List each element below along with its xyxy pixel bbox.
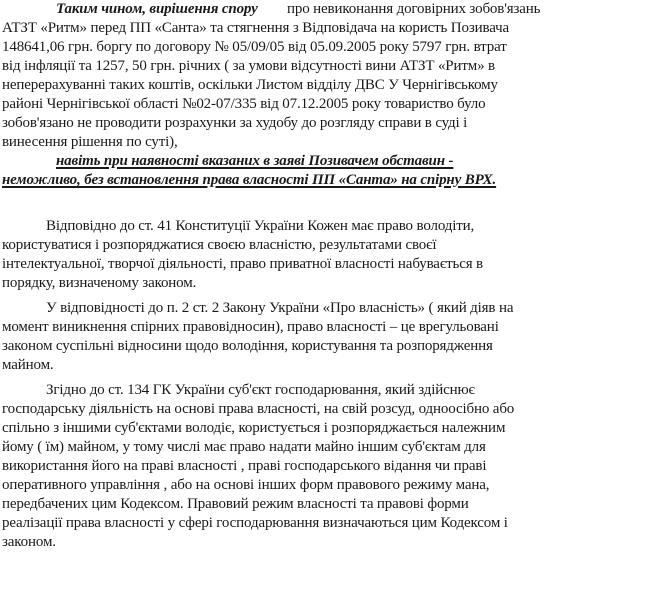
text-line: неперерахуванні таких коштів, оскільки Листом відділу ДВС У Чернігівському	[2, 77, 498, 93]
text-line: користуватися і розпоряджатися своєю власністю, результатами своєї	[2, 237, 437, 253]
text-line: законом суспільні відносини щодо володіння, користування та розпорядження	[2, 338, 493, 354]
text-line: момент виникнення спірних правовідносин), право власності – це врегульовані	[2, 319, 499, 335]
text-line: реалізації права власності у сфері господарювання визначаються цим Кодексом і	[2, 515, 508, 531]
text-line: інтелектуальної, творчої діяльності, право приватної власності набувається в	[2, 256, 483, 272]
text-line: передбачених цим Кодексом. Правовий режим власності та правові форми	[2, 496, 469, 512]
text-line: винесення рішення по суті),	[2, 134, 178, 150]
text-line: про невиконання договірних зобов'язань	[287, 1, 541, 17]
text-line: Згідно до ст. 134 ГК України суб'єкт господарювання, який здійснює	[46, 382, 475, 398]
text-line: використання його на праві власності , праві господарського відання чи праві	[2, 458, 487, 474]
text-line: йому ( їм) майном, у тому числі має право надати майно іншим суб'єктам для	[2, 439, 486, 455]
text-line: від інфляції та 1257, 50 грн. річних ( за умови відсутності вини АТЗТ «Ритм» в	[2, 58, 495, 74]
text-line: АТЗТ «Ритм» перед ПП «Санта» та стягнення з Відповідача на користь Позивача	[2, 20, 510, 36]
text-line: господарську діяльність на основі права власності, на свій розсуд, одноосібно або	[2, 401, 515, 417]
text-line: навіть при наявності вказаних в заяві Позивачем обставин -	[56, 153, 454, 169]
text-line: оперативного управління , або на основі інших форм правового режиму мана,	[2, 477, 490, 493]
text-line: законом.	[2, 534, 56, 550]
text-line: 148641,06 грн. боргу по договору № 05/09/05 від 05.09.2005 року 5797 грн. втрат	[2, 39, 507, 55]
text-line: спільно з іншими суб'єктами володіє, користується і розпоряджається належним	[2, 420, 506, 436]
text-line: порядку, визначеному законом.	[2, 275, 197, 291]
text-line: Відповідно до ст. 41 Конституції України Кожен має право володіти,	[46, 218, 475, 234]
text-line: Таким чином, вирішення спору	[56, 1, 258, 17]
text-line: У відповідності до п. 2 ст. 2 Закону України «Про власність» ( який діяв на	[46, 300, 514, 316]
text-line: майном.	[2, 357, 54, 373]
text-line: неможливо, без встановлення права власності ПП «Санта» на спірну ВРХ.	[2, 172, 497, 188]
text-line: районі Чернігівської області №02-07/335 від 07.12.2005 року товариство було	[2, 96, 486, 112]
text-line: зобов'язано не проводити розрахунки за худобу до розгляду справи в суді і	[2, 115, 468, 131]
